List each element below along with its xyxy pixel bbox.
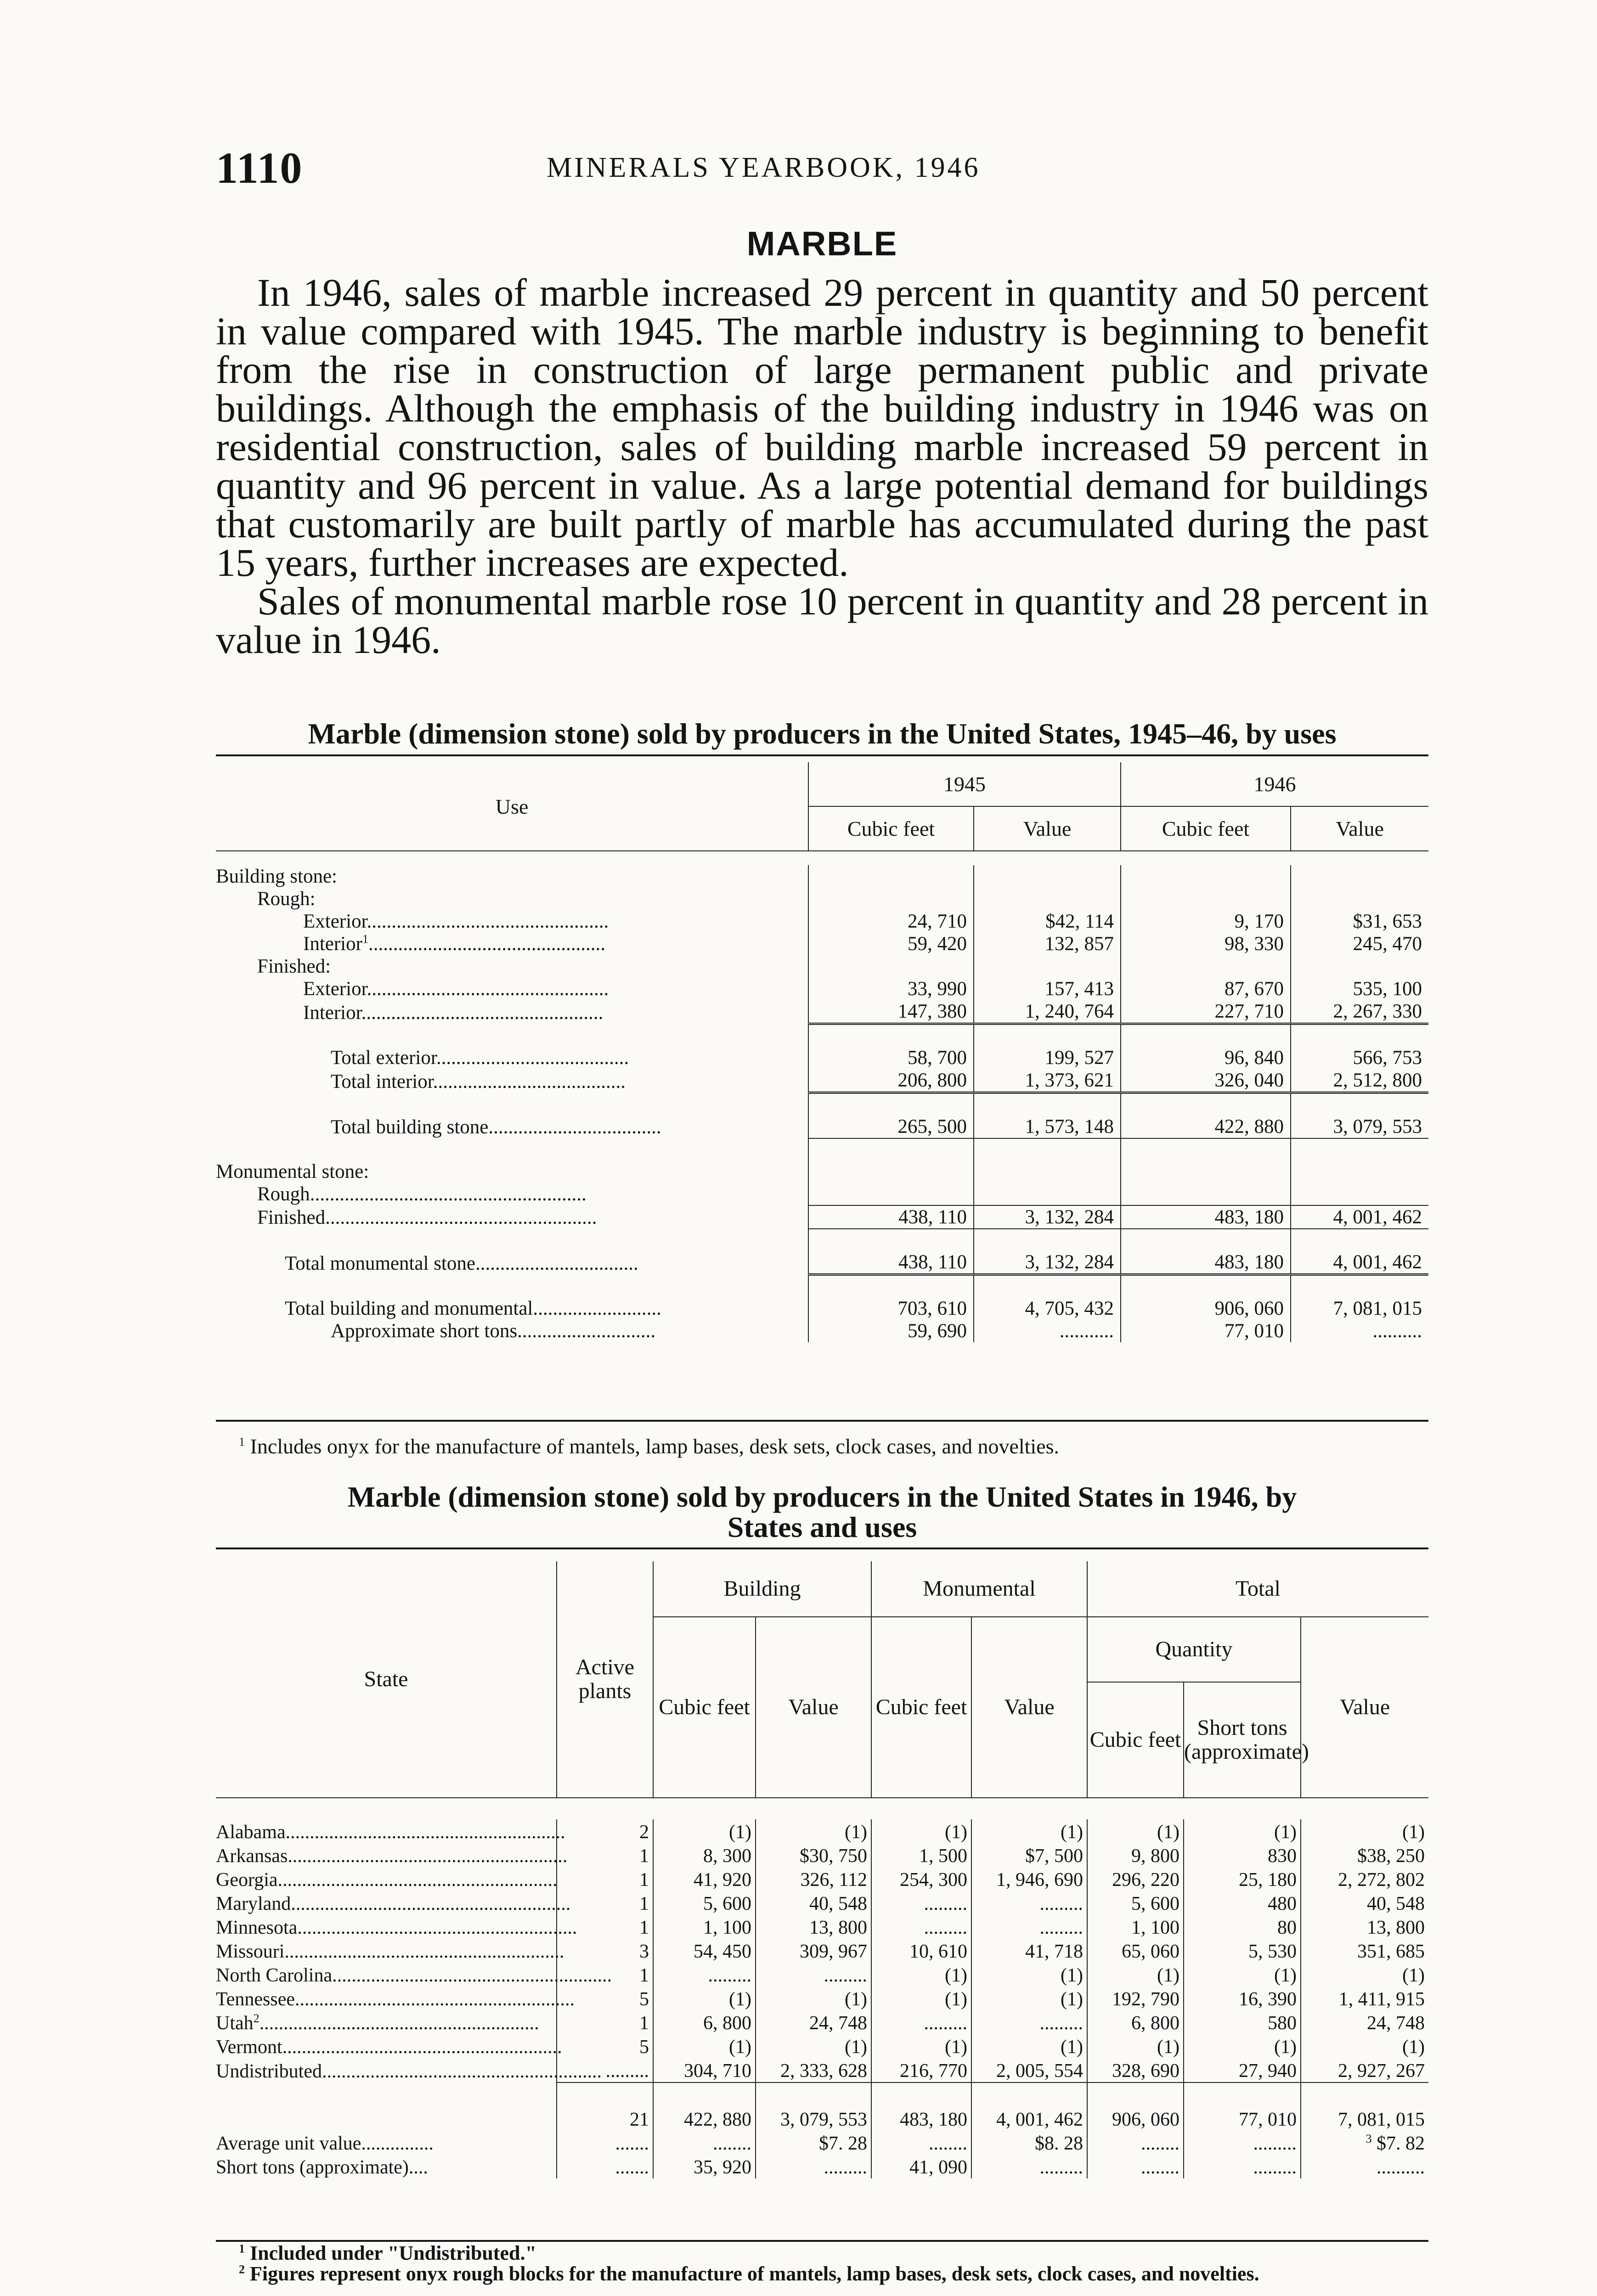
cell: 80: [1184, 1915, 1301, 1939]
cell: 54, 450: [653, 1939, 756, 1963]
table-row: Exterior................................................. 24, 710 $42, 114 9, 170 $31, 653: [216, 910, 1428, 933]
cell: 296, 220: [1087, 1867, 1184, 1891]
table-row: Finished....................................................... 438, 110 3, 132, 284 483, 180 4, 001, 462: [216, 1205, 1428, 1229]
cell: 4, 705, 432: [974, 1297, 1121, 1320]
table-row: Undistributed.......................................................... ......... 304, 710 2, 333, 628 216, 770 2, 005, 554 328, 690 27, 940 2, 927, 267: [216, 2058, 1428, 2082]
cell: 3, 132, 284: [974, 1205, 1121, 1229]
col-year-1946: 1946: [1121, 762, 1428, 806]
footnote-text: Includes onyx for the manufacture of mantels, lamp bases, desk sets, clock cases, and novelties.: [250, 1435, 1060, 1458]
cell: 157, 413: [974, 978, 1121, 1000]
cell: 41, 090: [871, 2155, 971, 2178]
cell: 40, 548: [756, 1891, 871, 1915]
cell: 24, 748: [1301, 2010, 1428, 2034]
table1-title: Marble (dimension stone) sold by producers in the United States, 1945–46, by uses: [308, 717, 1337, 750]
cell: 422, 880: [653, 2107, 756, 2131]
table-row: Interior$^1$................................................ 59, 420 132, 857 98, 330 245, 470: [216, 933, 1428, 955]
cell: 326, 112: [756, 1867, 871, 1891]
intro-paragraph-2: Sales of monumental marble rose 10 percent in quantity and 28 percent in value in 1946.: [216, 579, 1428, 662]
row-label: Total building stone: [331, 1116, 489, 1138]
cell: 1: [557, 1915, 653, 1939]
cell: 703, 610: [808, 1297, 974, 1320]
cell: 216, 770: [871, 2058, 971, 2082]
cell: (1): [1087, 1963, 1184, 1986]
col-monumental: Monumental: [871, 1561, 1087, 1617]
col-total-cubic-feet: Cubic feet: [1087, 1682, 1184, 1798]
cell: 438, 110: [808, 1251, 974, 1275]
section-title: MARBLE: [746, 225, 898, 263]
cell: 265, 500: [808, 1115, 974, 1138]
row-label: Vermont: [216, 2037, 282, 2058]
table-row: Interior................................................. 147, 380 1, 240, 764 227, 710 2, 267, 330: [216, 1000, 1428, 1024]
cell: 2, 333, 628: [756, 2058, 871, 2082]
table1-bottom-rule: [216, 1420, 1428, 1422]
cell: 206, 800: [808, 1069, 974, 1093]
cell: 98, 330: [1121, 933, 1291, 955]
cell: (1): [653, 2034, 756, 2058]
table-row: Rough........................................................: [216, 1183, 1428, 1205]
row-label: Total interior: [331, 1070, 433, 1092]
cell: 3: [557, 1939, 653, 1963]
table-row: Missouri.......................................................... 3 54, 450 309, 967 10, 610 41, 718 65, 060 5, 530 351, 685: [216, 1939, 1428, 1963]
cell: 9, 170: [1121, 910, 1291, 933]
cell: 5: [557, 1986, 653, 2010]
cell: 96, 840: [1121, 1047, 1291, 1069]
cell: 3, 079, 553: [756, 2107, 871, 2131]
table-row: North Carolina.......................................................... 1 ......... ......... (1) (1) (1) (1) (1): [216, 1963, 1428, 1986]
row-label: Total monumental stone: [285, 1252, 475, 1274]
cell: 7, 081, 015: [1301, 2107, 1428, 2131]
cell: 5, 600: [653, 1891, 756, 1915]
table-row: Alabama.......................................................... 2 (1) (1) (1) (1) (1) (1) (1): [216, 1819, 1428, 1843]
cell: 147, 380: [808, 1000, 974, 1024]
cell: (1): [1184, 1819, 1301, 1843]
page-header: [216, 142, 1428, 193]
cell: 41, 718: [971, 1939, 1087, 1963]
col-monumental-value: Value: [971, 1617, 1087, 1798]
cell: 9, 800: [1087, 1843, 1184, 1867]
cell: 41, 920: [653, 1867, 756, 1891]
cell: (1): [871, 1986, 971, 2010]
states-table: [216, 1561, 1428, 2188]
cell: 4, 001, 462: [1291, 1251, 1428, 1275]
cell: 7, 081, 015: [1291, 1297, 1428, 1320]
cell: 65, 060: [1087, 1939, 1184, 1963]
col-value-1945: Value: [974, 806, 1121, 851]
cell: 227, 710: [1121, 1000, 1291, 1024]
cell: 1, 100: [1087, 1915, 1184, 1939]
cell: 24, 710: [808, 910, 974, 933]
col-state: State: [364, 1667, 408, 1691]
cell: 1, 100: [653, 1915, 756, 1939]
cell: 59, 420: [808, 933, 974, 955]
uses-table: [216, 762, 1428, 1356]
cell: 5, 600: [1087, 1891, 1184, 1915]
table2-title-line-1: Marble (dimension stone) sold by producers in the United States in 1946, by: [347, 1480, 1297, 1513]
table-row: Georgia.......................................................... 1 41, 920 326, 112 254, 300 1, 946, 690 296, 220 25, 180 2, 272, 802: [216, 1867, 1428, 1891]
table-row: Tennessee.......................................................... 5 (1) (1) (1) (1) 192, 790 16, 390 1, 411, 915: [216, 1986, 1428, 2010]
cell: 1: [557, 1867, 653, 1891]
row-label: Monumental stone:: [216, 1161, 369, 1182]
cell: (1): [756, 2034, 871, 2058]
cell: 1: [557, 1843, 653, 1867]
cell: 3, 132, 284: [974, 1251, 1121, 1275]
row-label: Alabama: [216, 1822, 286, 1843]
table1-top-rule: [216, 754, 1428, 756]
col-building-value: Value: [756, 1617, 871, 1798]
cell: 254, 300: [871, 1867, 971, 1891]
table-row: Maryland.......................................................... 1 5, 600 40, 548 ......... ......... 5, 600 480 40, 548: [216, 1891, 1428, 1915]
cell: (1): [1301, 1819, 1428, 1843]
cell: (1): [1301, 2034, 1428, 2058]
cell: (1): [971, 2034, 1087, 2058]
row-label: Interior: [303, 933, 362, 955]
cell: 4, 001, 462: [1291, 1205, 1428, 1229]
table2-title-line-2: States and uses: [727, 1511, 917, 1543]
table-row: Approximate short tons............................ 59, 690 ........... 77, 010 ..........: [216, 1320, 1428, 1342]
intro-text: [216, 270, 1428, 662]
cell: 906, 060: [1087, 2107, 1184, 2131]
row-label: Rough:: [257, 888, 316, 910]
row-label: Finished:: [257, 956, 331, 977]
cell: 132, 857: [974, 933, 1121, 955]
cell: $31, 653: [1291, 910, 1428, 933]
cell: .........: [871, 1891, 971, 1915]
cell: .........: [971, 1891, 1087, 1915]
footnote-text: Figures represent onyx rough blocks for the manufacture of mantels, lamp bases, desk sets, clock cases, and novelties.: [250, 2262, 1259, 2285]
cell: 6, 800: [1087, 2010, 1184, 2034]
cell: 3, 079, 553: [1291, 1115, 1428, 1138]
col-value-1946: Value: [1291, 806, 1428, 851]
cell: .........: [756, 1963, 871, 1986]
cell: 483, 180: [871, 2107, 971, 2131]
cell: 830: [1184, 1843, 1301, 1867]
row-label: Exterior: [303, 911, 367, 932]
table-row: Vermont.......................................................... 5 (1) (1) (1) (1) (1) (1) (1): [216, 2034, 1428, 2058]
cell: 58, 700: [808, 1047, 974, 1069]
cell: 6, 800: [653, 2010, 756, 2034]
row-label: Average unit value: [216, 2133, 361, 2154]
cell: $7, 500: [971, 1843, 1087, 1867]
row-label: Building stone:: [216, 866, 337, 887]
cell: 483, 180: [1121, 1205, 1291, 1229]
cell: $30, 750: [756, 1843, 871, 1867]
cell: 5, 530: [1184, 1939, 1301, 1963]
cell: 480: [1184, 1891, 1301, 1915]
table-row: Minnesota.......................................................... 1 1, 100 13, 800 ......... ......... 1, 100 80 13, 800: [216, 1915, 1428, 1939]
cell: 192, 790: [1087, 1986, 1184, 2010]
cell: 1, 373, 621: [974, 1069, 1121, 1093]
cell: 35, 920: [653, 2155, 756, 2178]
cell: (1): [871, 1819, 971, 1843]
cell: 328, 690: [1087, 2058, 1184, 2082]
col-cubic-feet-1945: Cubic feet: [808, 806, 974, 851]
row-label: Total building and monumental: [285, 1298, 533, 1319]
cell: (1): [1184, 2034, 1301, 2058]
col-total-value: Value: [1301, 1617, 1428, 1798]
table-row: Total building stone................................... 265, 500 1, 573, 148 422, 880 3, 079, 553: [216, 1115, 1428, 1138]
cell: 2, 512, 800: [1291, 1069, 1428, 1093]
cell: 535, 100: [1291, 978, 1428, 1000]
col-short-tons: Short tons (approximate): [1184, 1682, 1301, 1798]
col-quantity: Quantity: [1087, 1617, 1301, 1682]
cell: 1: [557, 1891, 653, 1915]
cell: 2, 267, 330: [1291, 1000, 1428, 1024]
cell: (1): [1301, 1963, 1428, 1986]
table-row: [216, 865, 1428, 888]
cell: $8. 28: [971, 2131, 1087, 2155]
row-label: Finished: [257, 1207, 326, 1228]
cell: 13, 800: [756, 1915, 871, 1939]
cell: 1, 573, 148: [974, 1115, 1121, 1138]
col-use: Use: [495, 794, 529, 818]
cell: 2, 927, 267: [1301, 2058, 1428, 2082]
cell: .........: [971, 1915, 1087, 1939]
table1-footnote: $^1$ Includes onyx for the manufacture of mantels, lamp bases, desk sets, clock cases, and novelties.: [239, 1435, 1060, 1458]
cell: 77, 010: [1184, 2107, 1301, 2131]
cell: 77, 010: [1121, 1320, 1291, 1342]
running-title: MINERALS YEARBOOK, 1946: [547, 152, 981, 183]
table2-title: [216, 1482, 1428, 1542]
cell: 309, 967: [756, 1939, 871, 1963]
cell: 566, 753: [1291, 1047, 1428, 1069]
cell: .........: [871, 2010, 971, 2034]
row-label: Georgia: [216, 1869, 278, 1891]
row-label: Approximate short tons: [331, 1320, 518, 1342]
table-row: Total monumental stone................................. 438, 110 3, 132, 284 483, 180 4, 001, 462: [216, 1251, 1428, 1275]
row-label: Minnesota: [216, 1917, 298, 1938]
cell: 1: [557, 1963, 653, 1986]
footnote-text: Included under "Undistributed.": [250, 2242, 536, 2264]
table-row-average: Average unit value............... ....... ........ $7. 28 ........ $8. 28 ........ ......... $^3$ $7. 82: [216, 2131, 1428, 2155]
cell: (1): [1087, 2034, 1184, 2058]
cell: .........: [557, 2058, 653, 2082]
cell: 1, 946, 690: [971, 1867, 1087, 1891]
col-building-cubic-feet: Cubic feet: [653, 1617, 756, 1798]
row-label: Missouri: [216, 1941, 285, 1962]
table-row: Total building and monumental.......................... 703, 610 4, 705, 432 906, 060 7, 081, 015: [216, 1297, 1428, 1320]
col-monumental-cubic-feet: Cubic feet: [871, 1617, 971, 1798]
cell: $38, 250: [1301, 1843, 1428, 1867]
cell: 16, 390: [1184, 1986, 1301, 2010]
row-label: Undistributed: [216, 2061, 322, 2082]
table-row: [216, 888, 1428, 910]
col-year-1945: 1945: [808, 762, 1121, 806]
cell: 33, 990: [808, 978, 974, 1000]
table-row: Total interior....................................... 206, 800 1, 373, 621 326, 040 2, 512, 800: [216, 1069, 1428, 1093]
table-row: Exterior................................................. 33, 990 157, 413 87, 670 535, 100: [216, 978, 1428, 1000]
col-building: Building: [653, 1561, 871, 1617]
cell: 2, 272, 802: [1301, 1867, 1428, 1891]
row-label: Rough: [257, 1183, 310, 1205]
table-row: [216, 1160, 1428, 1183]
cell: (1): [871, 2034, 971, 2058]
cell: 199, 527: [974, 1047, 1121, 1069]
cell: 483, 180: [1121, 1251, 1291, 1275]
cell: (1): [971, 1819, 1087, 1843]
cell: 59, 690: [808, 1320, 974, 1342]
table-row-total: [216, 2107, 1428, 2131]
cell: 4, 001, 462: [971, 2107, 1087, 2131]
cell: 13, 800: [1301, 1915, 1428, 1939]
cell: .........: [653, 1963, 756, 1986]
row-label: Tennessee: [216, 1989, 295, 2010]
row-label: Short tons (approximate): [216, 2157, 409, 2178]
cell: 10, 610: [871, 1939, 971, 1963]
intro-paragraph-1: In 1946, sales of marble increased 29 percent in quantity and 50 percent in value compared with 1945. The marble industry is beginning to benefit from the rise in construction of large permanent public and private buildings. Although the emphasis of the building industry in 1946 was on residential construction, sales of building marble increased 59 percent in quantity and 96 percent in value. As a large potential demand for buildings that customarily are built partly of marble has accumulated during the past 15 years, further increases are expected.: [216, 270, 1428, 585]
col-total: Total: [1087, 1561, 1428, 1617]
cell: (1): [971, 1986, 1087, 2010]
cell: 1, 411, 915: [1301, 1986, 1428, 2010]
row-label: Exterior: [303, 978, 367, 1000]
cell: 1: [557, 2010, 653, 2034]
cell: 25, 180: [1184, 1867, 1301, 1891]
cell: 438, 110: [808, 1205, 974, 1229]
col-active-plants: Active plants: [557, 1561, 653, 1798]
cell: .........: [871, 1915, 971, 1939]
cell: 326, 040: [1121, 1069, 1291, 1093]
cell: 24, 748: [756, 2010, 871, 2034]
table-row: [216, 955, 1428, 978]
cell: (1): [1184, 1963, 1301, 1986]
cell: $7. 28: [756, 2131, 871, 2155]
cell: (1): [871, 1963, 971, 1986]
cell: (1): [756, 1819, 871, 1843]
table-row: Arkansas.......................................................... 1 8, 300 $30, 750 1, 500 $7, 500 9, 800 830 $38, 250: [216, 1843, 1428, 1867]
row-label: Maryland: [216, 1893, 291, 1914]
col-cubic-feet-1946: Cubic feet: [1121, 806, 1291, 851]
cell: 40, 548: [1301, 1891, 1428, 1915]
cell: $42, 114: [974, 910, 1121, 933]
row-label: Utah: [216, 2013, 254, 2034]
cell: 2: [557, 1819, 653, 1843]
cell: 304, 710: [653, 2058, 756, 2082]
cell: 2, 005, 554: [971, 2058, 1087, 2082]
cell: (1): [653, 1819, 756, 1843]
cell: $7. 82: [1377, 2133, 1425, 2154]
cell: 5: [557, 2034, 653, 2058]
cell: 27, 940: [1184, 2058, 1301, 2082]
cell: (1): [756, 1986, 871, 2010]
cell: .........: [971, 2010, 1087, 2034]
cell: (1): [1087, 1819, 1184, 1843]
cell: 906, 060: [1121, 1297, 1291, 1320]
table2-top-rule: [216, 1548, 1428, 1549]
cell: 245, 470: [1291, 933, 1428, 955]
row-label: Interior: [303, 1002, 361, 1024]
row-label: Total exterior: [331, 1047, 436, 1069]
cell: 87, 670: [1121, 978, 1291, 1000]
cell: 21: [557, 2107, 653, 2131]
cell: 351, 685: [1301, 1939, 1428, 1963]
cell: 422, 880: [1121, 1115, 1291, 1138]
cell: 8, 300: [653, 1843, 756, 1867]
page-number: 1110: [216, 143, 303, 192]
table2-footnote-1: $^1$ Included under "Undistributed.": [239, 2242, 536, 2264]
cell: 1, 240, 764: [974, 1000, 1121, 1024]
table-row: Utah$^2$.......................................................... 1 6, 800 24, 748 ......... ......... 6, 800 580 24, 748: [216, 2010, 1428, 2034]
row-label: Arkansas: [216, 1846, 288, 1867]
cell: 580: [1184, 2010, 1301, 2034]
cell: (1): [971, 1963, 1087, 1986]
table-row: Total exterior....................................... 58, 700 199, 527 96, 840 566, 753: [216, 1047, 1428, 1069]
cell: 1, 500: [871, 1843, 971, 1867]
table-row-short-tons: Short tons (approximate).... ....... 35, 920 ......... 41, 090 ......... ........ ......... ..........: [216, 2155, 1428, 2178]
table2-footnote-2: $^2$ Figures represent onyx rough blocks for the manufacture of mantels, lamp bases, desk sets, clock cases, and novelties.: [239, 2262, 1259, 2285]
row-label: North Carolina: [216, 1965, 333, 1986]
cell: (1): [653, 1986, 756, 2010]
